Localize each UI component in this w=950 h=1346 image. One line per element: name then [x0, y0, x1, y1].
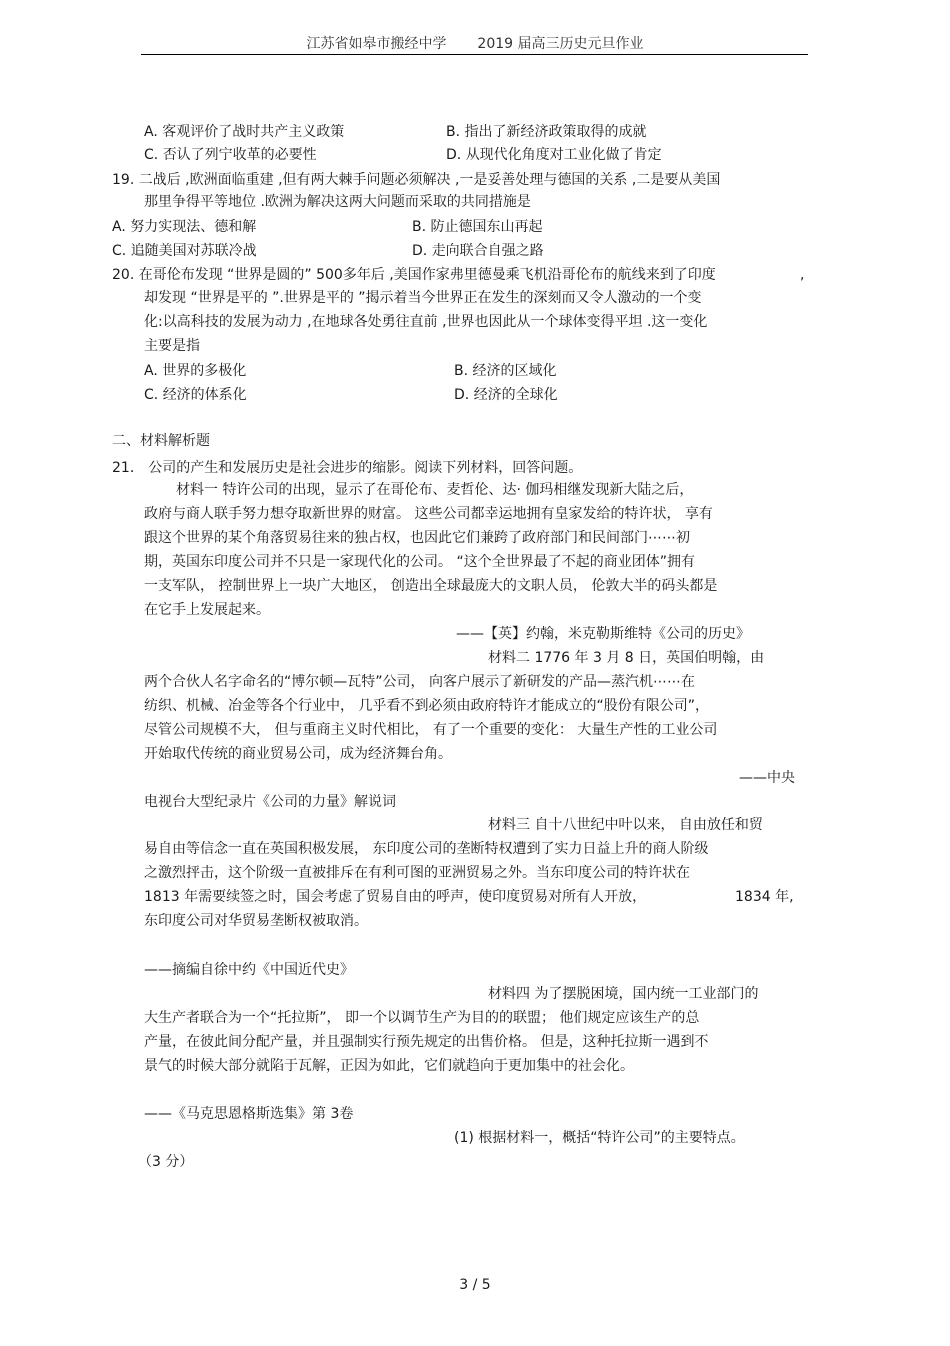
q20-option-d: D. 经济的全球化: [454, 387, 558, 403]
material-2-first-line: 材料二 1776 年 3 月 8 日，英国伯明翰，由: [488, 650, 765, 666]
material-3-year: 1834 年,: [735, 889, 794, 905]
header-school: 江苏省如皋市搬经中学: [306, 36, 447, 52]
q20-stem-line3: 化:以高科技的发展为动力 ,在地球各处勇往直前 ,世界也因此从一个球体变得平坦 .这一变化: [144, 314, 708, 330]
header-title: 2019 届高三历史元旦作业: [477, 36, 644, 52]
q19-option-c: C. 追随美国对苏联冷战: [112, 243, 257, 259]
q20-stem-line1: 20. 在哥伦布发现 “世界是圆的” 500多年后 ,美国作家弗里德曼乘飞机沿哥伦布的航线来到了印度: [112, 267, 716, 283]
sub-question-1-score: （3 分）: [138, 1154, 194, 1170]
q20-stem-line2: 却发现 “世界是平的 ”.世界是平的 ”揭示着当今世界正在发生的深刻而又令人激动的一个变: [144, 290, 702, 306]
material-2-line: 两个合伙人名字命名的“博尔顿—瓦特”公司， 向客户展示了新研发的产品—蒸汽机⋯⋯在: [144, 674, 695, 690]
page-number: 3 / 5: [459, 1277, 491, 1293]
material-1-line: 期，英国东印度公司并不只是一家现代化的公司。 “这个全世界最了不起的商业团体”拥有: [144, 554, 695, 570]
q19-option-d: D. 走向联合自强之路: [412, 243, 544, 259]
material-4-line: 景气的时候大部分就陷于瓦解，正因为如此，它们就趋向于更加集中的社会化。: [144, 1058, 634, 1074]
material-4-line: 产量，在彼此间分配产量，并且强制实行预先规定的出售价格。 但是，这种托拉斯一遇到不: [144, 1034, 709, 1050]
material-1-source: ——【英】约翰，米克勒斯维特《公司的历史》: [456, 626, 750, 642]
material-3-line: 东印度公司对华贸易垄断权被取消。: [144, 913, 368, 929]
material-3-source: ——摘编自徐中约《中国近代史》: [144, 962, 354, 978]
material-3-line: 易自由等信念一直在英国积极发展， 东印度公司的垄断特权遭到了实力日益上升的商人阶级: [144, 841, 709, 857]
material-3-line: 之激烈抨击，这个阶级一直被排斥在有利可图的亚洲贸易之外。当东印度公司的特许状在: [144, 865, 690, 881]
q20-option-a: A. 世界的多极化: [144, 363, 247, 379]
q19-option-a: A. 努力实现法、德和解: [112, 219, 257, 235]
material-1-line: 在它手上发展起来。: [144, 602, 270, 618]
q18-option-c: C. 否认了列宁收革的必要性: [144, 147, 317, 163]
material-1-line: 政府与商人联手努力想夺取新世界的财富。 这些公司都幸运地拥有皇家发给的特许状， 享有: [144, 506, 713, 522]
material-1-line: 跟这个世界的某个角落贸易往来的独占权，也因此它们兼跨了政府部门和民间部门⋯⋯初: [144, 530, 690, 546]
q20-option-c: C. 经济的体系化: [144, 387, 247, 403]
q19-stem-line1: 19. 二战后 ,欧洲面临重建 ,但有两大棘手问题必须解决 ,一是妥善处理与德国的关系 ,二是要从美国: [112, 172, 721, 188]
q20-option-b: B. 经济的区域化: [454, 363, 557, 379]
section-title: 二、材料解析题: [112, 433, 210, 449]
material-1-line: 材料一 特许公司的出现，显示了在哥伦布、麦哲伦、达· 伽玛相继发现新大陆之后，: [176, 482, 694, 498]
material-2-source: ——中央: [739, 770, 795, 786]
material-2-line: 开始取代传统的商业贸易公司，成为经济舞台角。: [144, 746, 452, 762]
q20-stem-line1-comma: ,: [800, 267, 805, 283]
page-header: [0, 33, 950, 53]
material-3-first-line: 材料三 自十八世纪中叶以来， 自由放任和贸: [488, 817, 763, 833]
q21-intro: 21． 公司的产生和发展历史是社会进步的缩影。阅读下列材料，回答问题。: [112, 460, 583, 476]
material-3-line: 1813 年需要续签之时，国会考虑了贸易自由的呼声，使印度贸易对所有人开放，: [144, 889, 647, 905]
q20-stem-line4: 主要是指: [144, 338, 200, 354]
q19-option-b: B. 防止德国东山再起: [412, 219, 543, 235]
material-2-line: 尽管公司规模不大， 但与重商主义时代相比， 有了一个重要的变化： 大量生产性的工业公司: [144, 722, 718, 738]
header-rule: [141, 54, 808, 55]
q18-option-d: D. 从现代化角度对工业化做了肯定: [446, 147, 662, 163]
material-2-source: 电视台大型纪录片《公司的力量》解说词: [144, 794, 396, 810]
q18-option-b: B. 指出了新经济政策取得的成就: [446, 124, 647, 140]
sub-question-1: (1) 根据材料一，概括“特许公司”的主要特点。: [454, 1130, 745, 1146]
material-2-line: 纺织、机械、冶金等各个行业中， 几乎看不到必须由政府特许才能成立的“股份有限公司”，: [144, 698, 709, 714]
material-4-source: ——《马克思恩格斯选集》第 3卷: [144, 1106, 354, 1122]
q19-stem-line2: 那里争得平等地位 .欧洲为解决这两大问题而采取的共同措施是: [144, 194, 531, 210]
material-1-line: 一支军队， 控制世界上一块广大地区， 创造出全球最庞大的文职人员， 伦敦大半的码头都是: [144, 578, 718, 594]
material-4-line: 大生产者联合为一个“托拉斯”， 即一个以调节生产为目的的联盟； 他们规定应该生产的总: [144, 1010, 700, 1026]
q18-option-a: A. 客观评价了战时共产主义政策: [144, 124, 345, 140]
material-4-first-line: 材料四 为了摆脱困境，国内统一工业部门的: [488, 986, 759, 1002]
